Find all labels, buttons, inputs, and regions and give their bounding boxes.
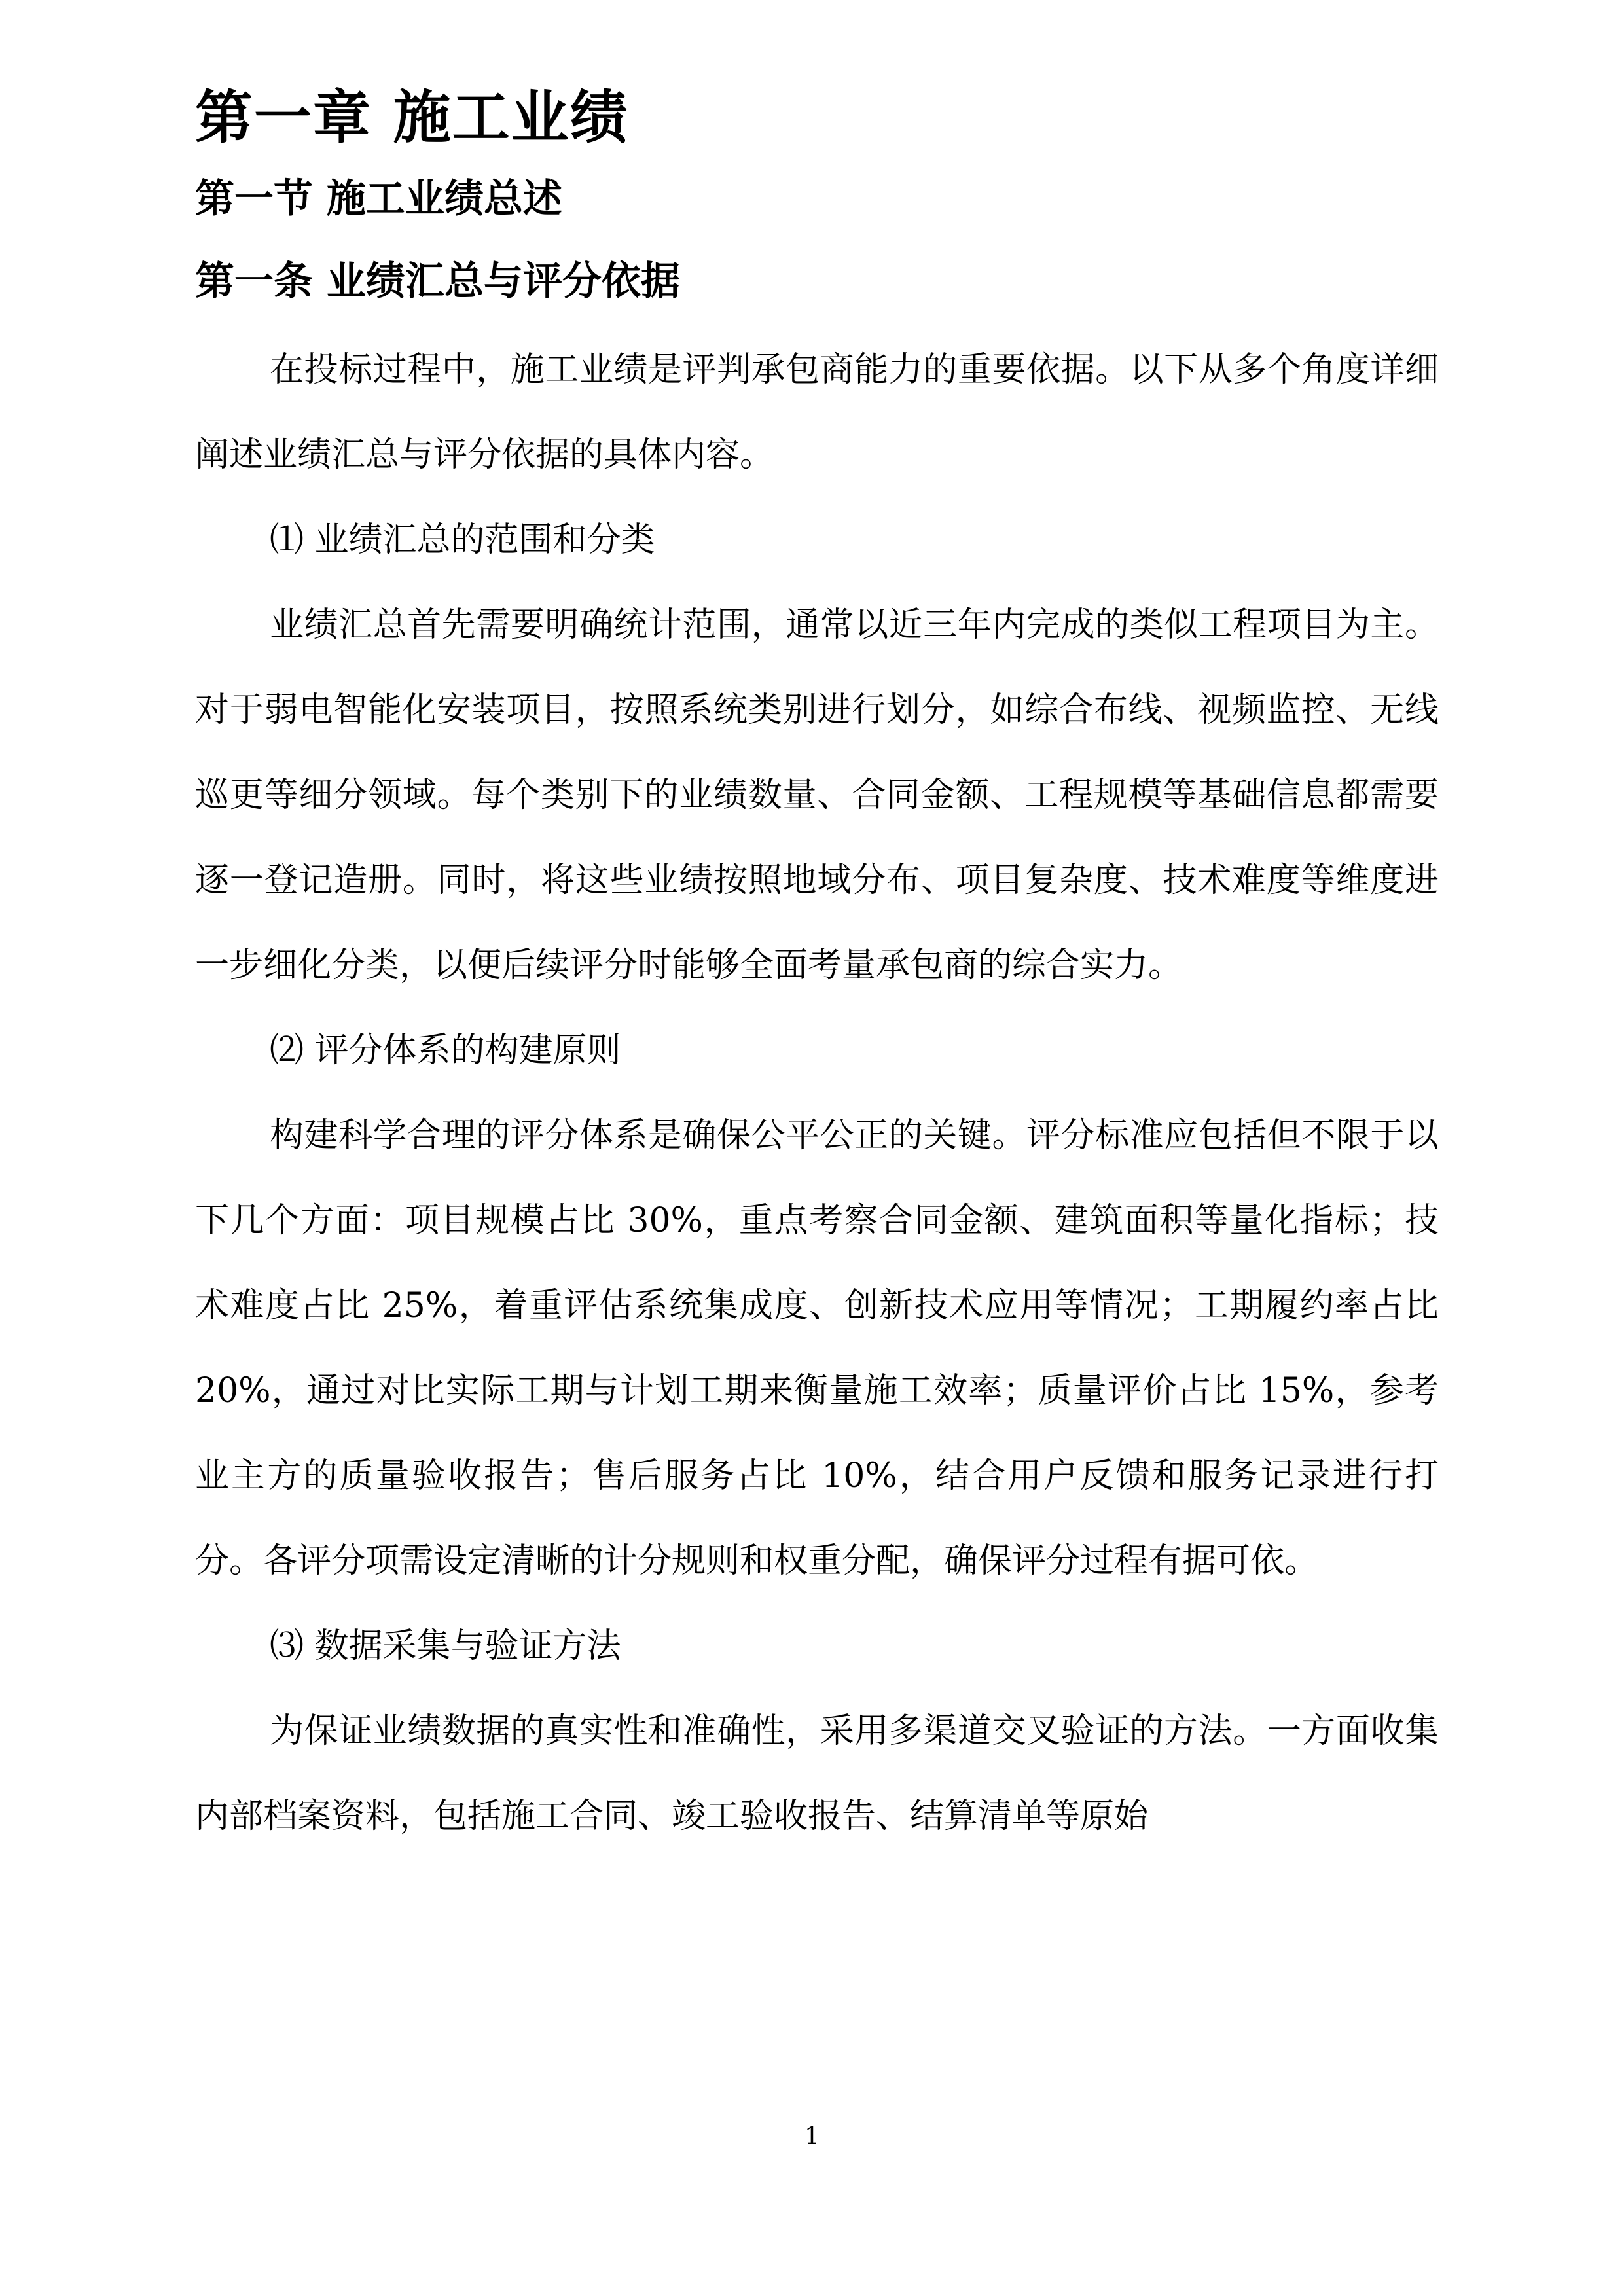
- chapter-title: 第一章 施工业绩: [195, 84, 629, 151]
- intro-paragraph: 在投标过程中，施工业绩是评判承包商能力的重要依据。以下从多个角度详细阐述业绩汇总与评分依据的具体内容。: [195, 350, 1439, 475]
- article-title: 第一条 业绩汇总与评分依据: [195, 259, 680, 304]
- subheading-2: ⑵ 评分体系的构建原则: [270, 1031, 621, 1070]
- page-content: [195, 79, 1439, 1859]
- subheading-3: ⑶ 数据采集与验证方法: [270, 1626, 621, 1666]
- subheading-1: ⑴ 业绩汇总的范围和分类: [270, 520, 655, 560]
- paragraph-1: 业绩汇总首先需要明确统计范围，通常以近三年内完成的类似工程项目为主。对于弱电智能化安装项目，按照系统类别进行划分，如综合布线、视频监控、无线巡更等细分领域。每个类别下的业绩数量、合同金额、工程规模等基础信息都需要逐一登记造册。同时，将这些业绩按照地域分布、项目复杂度、技术难度等维度进一步细化分类，以便后续评分时能够全面考量承包商的综合实力。: [195, 605, 1439, 985]
- paragraph-2: 构建科学合理的评分体系是确保公平公正的关键。评分标准应包括但不限于以下几个方面：项目规模占比 30%，重点考察合同金额、建筑面积等量化指标；技术难度占比 25%，着重评估系统集成度、创新技术应用等情况；工期履约率占比 20%，通过对比实际工期与计划工期来衡量施工效率；质量评价占比 15%，参考业主方的质量验收报告；售后服务占比 10%，结合用户反馈和服务记录进行打分。各评分项需设定清晰的计分规则和权重分配，确保评分过程有据可依。: [195, 1116, 1439, 1581]
- page-number: 1: [804, 2123, 820, 2150]
- paragraph-3: 为保证业绩数据的真实性和准确性，采用多渠道交叉验证的方法。一方面收集内部档案资料，包括施工合同、竣工验收报告、结算清单等原始: [195, 1712, 1439, 1836]
- section-title: 第一节 施工业绩总述: [195, 176, 562, 222]
